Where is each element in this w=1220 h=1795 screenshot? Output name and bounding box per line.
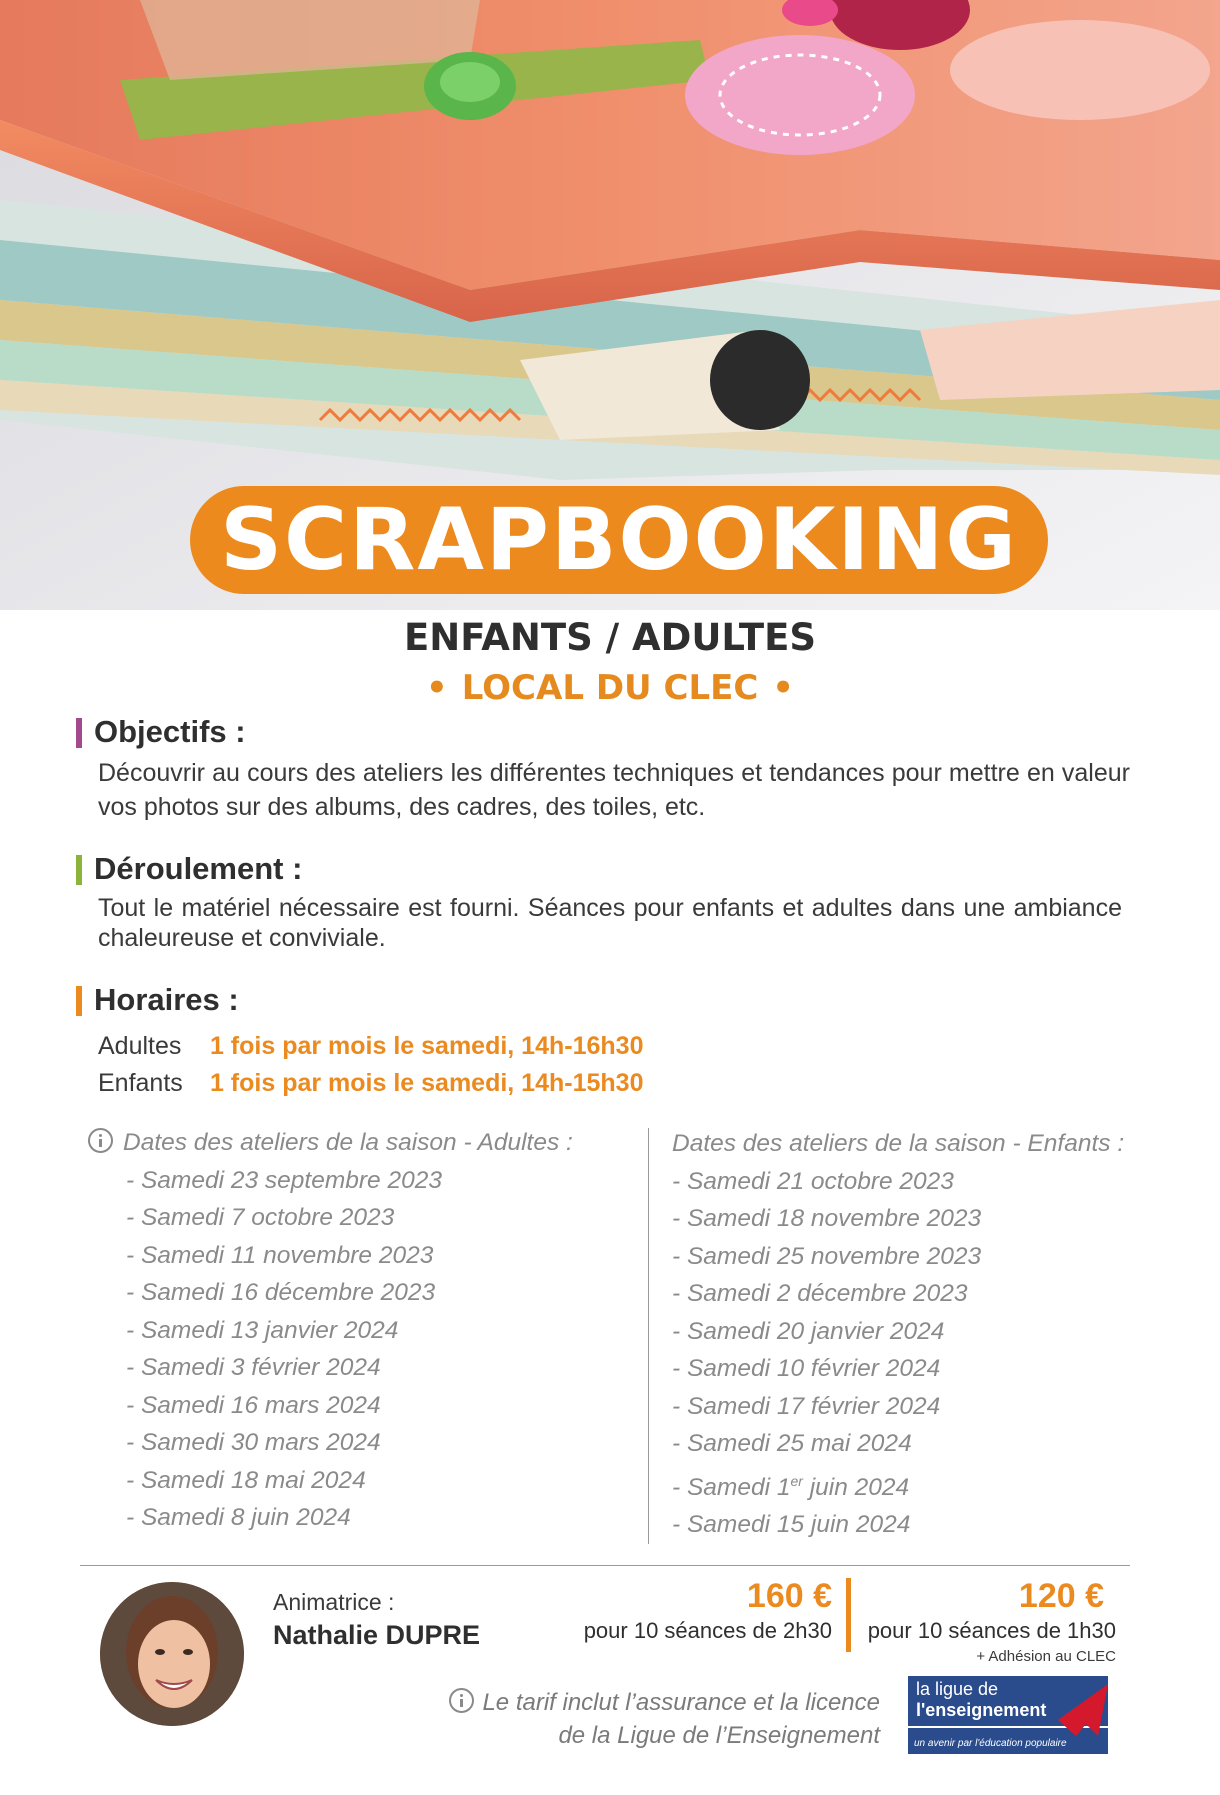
info-icon: [449, 1688, 474, 1713]
list-item: - Samedi 13 janvier 2024: [126, 1316, 399, 1344]
deroulement-text: Tout le matériel nécessaire est fourni. Séances pour enfants et adultes dans une ambiance chaleureuse et conviviale.: [98, 894, 1122, 952]
page-title: SCRAPBOOKING: [220, 490, 1018, 590]
price-enfants: [862, 1576, 1116, 1646]
location-text: LOCAL DU CLEC: [461, 668, 759, 708]
logo-tagline: un avenir par l'éducation populaire: [914, 1738, 1067, 1749]
list-item: - Samedi 25 mai 2024: [672, 1430, 912, 1457]
list-item: - Samedi 16 décembre 2023: [126, 1279, 436, 1306]
logo-line2: l'enseignement: [916, 1700, 1047, 1720]
dates-enfants-heading: Dates des ateliers de la saison - Enfants :: [672, 1130, 1125, 1157]
animatrice-label: Animatrice :: [273, 1589, 395, 1615]
list-item: - Samedi 3 février 2024: [126, 1354, 381, 1381]
schedule-label: Enfants: [98, 1069, 183, 1097]
schedule-value: 1 fois par mois le samedi, 14h-15h30: [209, 1069, 644, 1097]
logo-line1: la ligue de: [916, 1679, 999, 1699]
audience-subtitle: ENFANTS / ADULTES: [403, 616, 817, 659]
horaires-bar: [76, 986, 82, 1016]
location-line: [0, 668, 1220, 708]
list-item: - Samedi 8 juin 2024: [126, 1504, 351, 1531]
price-description: pour 10 séances de 2h30: [583, 1618, 832, 1643]
bullet-right: •: [772, 668, 795, 708]
avatar: [100, 1582, 244, 1726]
column-divider: [648, 1128, 649, 1544]
bullet-left: •: [425, 668, 448, 708]
horaires-heading: Horaires :: [76, 984, 239, 1016]
info-icon: [88, 1128, 113, 1153]
objectifs-text: Découvrir au cours des ateliers les différentes techniques et tendances pour mettre en valeur vos photos sur des albums, des cadres, des toiles, etc.: [98, 759, 1130, 821]
dates-enfants: [672, 1125, 1124, 1544]
schedule-row-adultes: [98, 1028, 643, 1065]
list-item: - Samedi 10 février 2024: [672, 1355, 941, 1382]
list-item: - Samedi 23 septembre 2023: [126, 1166, 442, 1194]
footer-divider: [80, 1565, 1130, 1566]
dates-adultes-heading: Dates des ateliers de la saison - Adultes :: [88, 1124, 573, 1162]
adhesion-note: + Adhésion au CLEC: [976, 1648, 1116, 1665]
price-adultes: [560, 1576, 832, 1646]
schedule-value: 1 fois par mois le samedi, 14h-16h30: [209, 1032, 644, 1060]
deroulement-heading: Déroulement :: [76, 853, 302, 885]
list-item: - Samedi 7 octobre 2023: [126, 1204, 395, 1231]
title-banner: [190, 486, 1048, 594]
list-item: - Samedi 18 mai 2024: [126, 1466, 366, 1494]
dates-adultes: [88, 1124, 573, 1537]
list-item: - Samedi 11 novembre 2023: [126, 1241, 434, 1269]
objectifs-heading: Objectifs :: [76, 716, 246, 748]
list-item: - Samedi 21 octobre 2023: [672, 1167, 954, 1195]
price-amount: 120 €: [1018, 1577, 1104, 1615]
schedule-label: Adultes: [98, 1032, 182, 1060]
horaires-schedule: [98, 1028, 643, 1102]
list-item: - Samedi 30 mars 2024: [126, 1429, 381, 1456]
dates-adultes-list: [88, 1162, 573, 1537]
list-item: - Samedi 16 mars 2024: [126, 1391, 381, 1419]
tarif-note: Le tarif inclut l’assurance et la licence de la Ligue de l’Enseignement: [420, 1686, 880, 1752]
ligue-enseignement-logo: [908, 1676, 1116, 1760]
list-item: - Samedi 20 janvier 2024: [672, 1317, 945, 1345]
schedule-row-enfants: [98, 1065, 643, 1102]
deroulement-bar: [76, 855, 82, 885]
list-item: - Samedi 25 novembre 2023: [672, 1242, 982, 1270]
list-item: - Samedi 18 novembre 2023: [672, 1205, 982, 1232]
list-item: - Samedi 15 juin 2024: [672, 1511, 911, 1539]
list-item: - Samedi 2 décembre 2023: [672, 1280, 968, 1307]
price-description: pour 10 séances de 1h30: [867, 1618, 1116, 1643]
price-divider: [846, 1578, 851, 1652]
price-amount: 160 €: [746, 1577, 832, 1615]
list-item: - Samedi 17 février 2024: [672, 1392, 941, 1420]
animatrice-name: Nathalie DUPRE: [273, 1620, 481, 1650]
dates-enfants-list: [672, 1163, 1124, 1544]
list-item: - Samedi 1er juin 2024: [672, 1472, 910, 1501]
objectifs-bar: [76, 718, 82, 748]
